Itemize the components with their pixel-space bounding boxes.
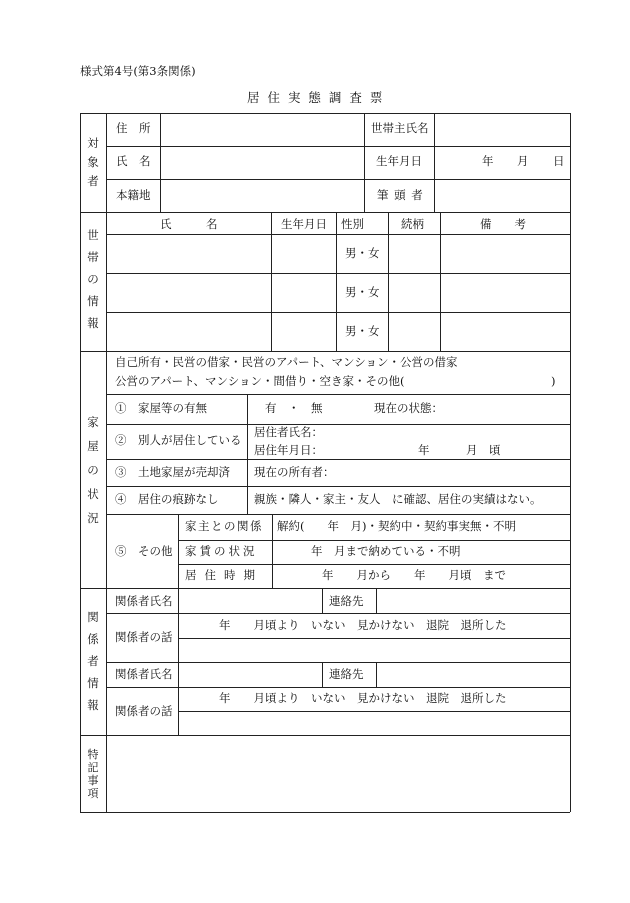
rent-status-options[interactable]: 年 月まで納めている・不明 bbox=[311, 544, 461, 558]
head-of-register-label: 筆 頭 者 bbox=[377, 188, 424, 202]
related-talk-field[interactable] bbox=[179, 639, 569, 661]
birthdate-label: 生年月日 bbox=[376, 154, 422, 168]
address-label: 住 所 bbox=[116, 121, 151, 135]
form-number: 様式第4号(第3条関係) bbox=[80, 64, 196, 78]
related-name-field[interactable] bbox=[179, 663, 321, 686]
related-talk-options[interactable]: 年 月頃より いない 見かけない 退院 退所した bbox=[219, 618, 507, 632]
related-talk-options[interactable]: 年 月頃より いない 見かけない 退院 退所した bbox=[219, 691, 507, 705]
rent-status-label: 家賃の状況 bbox=[185, 544, 258, 558]
name-label: 氏 名 bbox=[116, 154, 151, 168]
residence-period-label: 居住時期 bbox=[185, 568, 263, 582]
related-contact-label: 連絡先 bbox=[329, 594, 364, 608]
related-name-label: 関係者氏名 bbox=[115, 594, 173, 608]
member-birthdate-field[interactable] bbox=[272, 274, 335, 311]
section-label-related: 関 係 者 情 報 bbox=[87, 610, 99, 712]
related-contact-field[interactable] bbox=[377, 589, 569, 612]
name-field[interactable] bbox=[161, 147, 363, 178]
honseki-field[interactable] bbox=[161, 180, 363, 211]
related-contact-label: 連絡先 bbox=[329, 667, 364, 681]
form-title: 居 住 実 態 調 査 票 bbox=[247, 90, 385, 105]
item2-since-label: 居住年月日： bbox=[254, 443, 323, 457]
member-sex-option[interactable]: 男・女 bbox=[345, 324, 380, 338]
item3-label: ③ 土地家屋が売却済 bbox=[115, 465, 230, 479]
item4-label: ④ 居住の痕跡なし bbox=[115, 492, 219, 506]
related-name-label: 関係者氏名 bbox=[115, 667, 173, 681]
related-talk-label: 関係者の話 bbox=[115, 630, 173, 644]
member-name-field[interactable] bbox=[107, 235, 270, 272]
housing-type-close: ) bbox=[551, 374, 556, 388]
related-name-field[interactable] bbox=[179, 589, 321, 612]
item1-label: ① 家屋等の有無 bbox=[115, 401, 207, 415]
item2-label: ② 別人が居住している bbox=[115, 433, 242, 447]
col-header-relation: 続柄 bbox=[401, 217, 424, 231]
landlord-relation-label: 家主との関係 bbox=[185, 519, 263, 533]
member-birthdate-field[interactable] bbox=[272, 235, 335, 272]
member-sex-option[interactable]: 男・女 bbox=[345, 285, 380, 299]
residence-period-options[interactable]: 年 月から 年 月頃 まで bbox=[322, 568, 506, 582]
item5-label: ⑤ その他 bbox=[115, 544, 173, 558]
notes-field[interactable] bbox=[107, 736, 569, 811]
related-talk-field[interactable] bbox=[179, 712, 569, 734]
address-field[interactable] bbox=[161, 114, 363, 145]
housing-type-line2[interactable]: 公営のアパート、マンション・間借り・空き家・その他( bbox=[115, 374, 405, 388]
honseki-label: 本籍地 bbox=[116, 188, 151, 202]
related-contact-field[interactable] bbox=[377, 663, 569, 686]
head-name-label: 世帯主氏名 bbox=[371, 121, 429, 135]
birthdate-day: 日 bbox=[553, 154, 565, 168]
item1-current-state: 現在の状態： bbox=[374, 401, 443, 415]
head-name-field[interactable] bbox=[435, 114, 569, 145]
section-label-household: 世 帯 の 情 報 bbox=[87, 228, 99, 330]
item3-owner-label: 現在の所有者： bbox=[254, 465, 335, 479]
col-header-remarks: 備 考 bbox=[480, 217, 526, 231]
section-label-house: 家 屋 の 状 況 bbox=[87, 415, 99, 525]
member-name-field[interactable] bbox=[107, 274, 270, 311]
member-sex-option[interactable]: 男・女 bbox=[345, 246, 380, 260]
section-label-subject: 対 象 者 bbox=[87, 136, 99, 188]
member-remarks-field[interactable] bbox=[441, 235, 569, 272]
member-relation-field[interactable] bbox=[389, 235, 439, 272]
member-relation-field[interactable] bbox=[389, 274, 439, 311]
birthdate-year: 年 bbox=[482, 154, 494, 168]
member-remarks-field[interactable] bbox=[441, 274, 569, 311]
item4-text[interactable]: 親族・隣人・家主・友人 に確認、居住の実績はない。 bbox=[254, 492, 542, 506]
birthdate-month: 月 bbox=[517, 154, 529, 168]
member-name-field[interactable] bbox=[107, 313, 270, 350]
member-relation-field[interactable] bbox=[389, 313, 439, 350]
housing-type-line1[interactable]: 自己所有・民営の借家・民営のアパート、マンション・公営の借家 bbox=[115, 355, 458, 369]
head-of-register-field[interactable] bbox=[435, 180, 569, 211]
item2-year: 年 bbox=[418, 443, 430, 457]
landlord-relation-options[interactable]: 解約( 年 月)・契約中・契約事実無・不明 bbox=[277, 519, 516, 533]
col-header-sex: 性別 bbox=[341, 217, 364, 231]
item2-resident-label: 居住者氏名： bbox=[254, 425, 323, 439]
member-birthdate-field[interactable] bbox=[272, 313, 335, 350]
item2-month: 月 頃 bbox=[466, 443, 501, 457]
related-talk-label: 関係者の話 bbox=[115, 704, 173, 718]
col-header-name: 氏 名 bbox=[160, 217, 218, 231]
section-label-notes: 特 記 事 項 bbox=[87, 748, 99, 800]
birthdate-field[interactable] bbox=[435, 147, 569, 178]
item1-options[interactable]: 有 ・ 無 bbox=[265, 401, 323, 415]
col-header-birthdate: 生年月日 bbox=[281, 217, 327, 231]
member-remarks-field[interactable] bbox=[441, 313, 569, 350]
